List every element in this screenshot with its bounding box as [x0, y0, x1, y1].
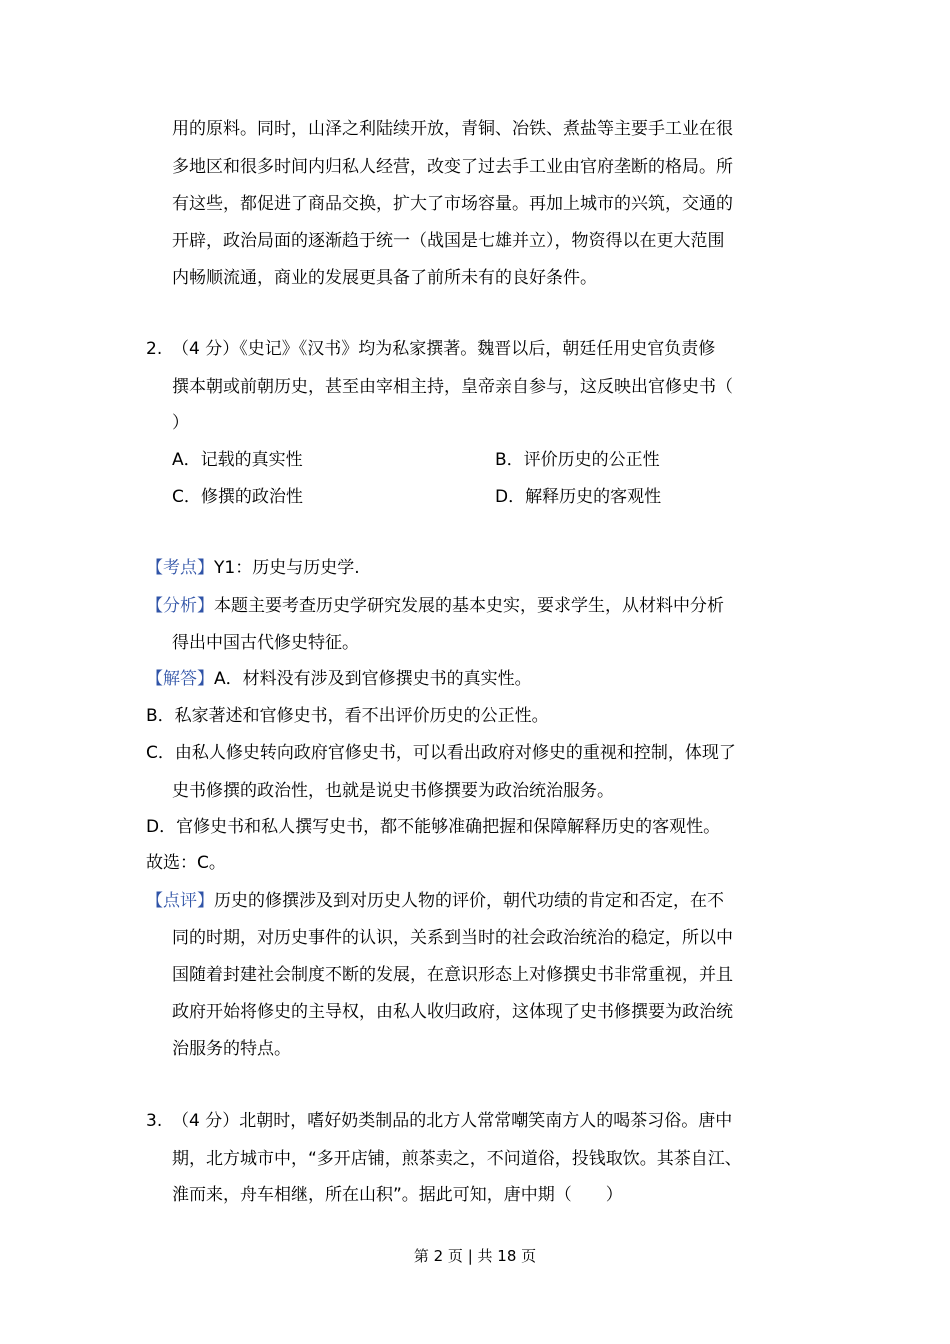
kaodian-text: Y1：历史与历史学. [214, 558, 360, 578]
q1-line: 有这些，都促进了商品交换，扩大了市场容量。再加上城市的兴筑，交通的 [172, 194, 733, 214]
q2-option-a: A．记载的真实性 [172, 450, 303, 470]
dianping-line [146, 889, 724, 913]
dianping-text-cont: 国随着封建社会制度不断的发展，在意识形态上对修撰史书非常重视，并且 [172, 965, 733, 985]
q2-option-c: C．修撰的政治性 [172, 487, 303, 507]
kaodian-tag: 【考点】 [146, 558, 214, 578]
fenxi-text-cont: 得出中国古代修史特征。 [172, 633, 359, 653]
q2-number: 2. [146, 339, 163, 359]
q1-line: 多地区和很多时间内归私人经营，改变了过去手工业由官府垄断的格局。所 [172, 157, 733, 177]
jieda-c-cont: 史书修撰的政治性，也就是说史书修撰要为政治统治服务。 [172, 781, 614, 801]
dianping-text-cont: 治服务的特点。 [172, 1039, 291, 1059]
q2-stem-line: 撰本朝或前朝历史，甚至由宰相主持，皇帝亲自参与，这反映出官修史书（ [172, 377, 733, 397]
q2-option-d: D．解释历史的客观性 [495, 487, 662, 507]
jieda-d: D．官修史书和私人撰写史书，都不能够准确把握和保障解释历史的客观性。 [146, 817, 721, 837]
q1-line: 用的原料。同时，山泽之利陆续开放，青铜、冶铁、煮盐等主要手工业在很 [172, 119, 733, 139]
dianping-text-cont: 同的时期，对历史事件的认识，关系到当时的社会政治统治的稳定，所以中 [172, 928, 733, 948]
dianping-text: 历史的修撰涉及到对历史人物的评价，朝代功绩的肯定和否定，在不 [214, 891, 724, 911]
kaodian-line [146, 556, 360, 580]
jieda-a: A．材料没有涉及到官修撰史书的真实性。 [214, 669, 532, 689]
dianping-text-cont: 政府开始将修史的主导权，由私人收归政府，这体现了史书修撰要为政治统 [172, 1002, 733, 1022]
jieda-tag: 【解答】 [146, 669, 214, 689]
q2-stem-line: （4 分）《史记》《汉书》均为私家撰著。魏晋以后，朝廷任用史官负责修 [172, 339, 716, 359]
q2-option-b: B．评价历史的公正性 [495, 450, 660, 470]
answer-line: 故选：C。 [146, 853, 226, 873]
q3-number: 3. [146, 1111, 163, 1131]
fenxi-text: 本题主要考查历史学研究发展的基本史实，要求学生，从材料中分析 [214, 596, 724, 616]
jieda-b: B．私家著述和官修史书，看不出评价历史的公正性。 [146, 706, 549, 726]
q1-line: 开辟，政治局面的逐渐趋于统一（战国是七雄并立），物资得以在更大范围 [172, 231, 725, 251]
fenxi-line [146, 594, 724, 618]
jieda-line [146, 667, 532, 691]
q3-stem-line: 淮而来，舟车相继，所在山积”。据此可知，唐中期（ ） [172, 1185, 623, 1205]
page-footer: 第 2 页 | 共 18 页 [413, 1247, 537, 1265]
q3-stem-line: （4 分）北朝时，嗜好奶类制品的北方人常常嘲笑南方人的喝茶习俗。唐中 [172, 1111, 733, 1131]
fenxi-tag: 【分析】 [146, 596, 214, 616]
q1-line: 内畅顺流通，商业的发展更具备了前所未有的良好条件。 [172, 268, 597, 288]
jieda-c: C．由私人修史转向政府官修史书，可以看出政府对修史的重视和控制，体现了 [146, 743, 736, 763]
q2-stem-line: ） [172, 413, 189, 433]
dianping-tag: 【点评】 [146, 891, 214, 911]
q3-stem-line: 期，北方城市中，“多开店铺，煎茶卖之，不问道俗，投钱取饮。其茶自江、 [172, 1149, 742, 1169]
